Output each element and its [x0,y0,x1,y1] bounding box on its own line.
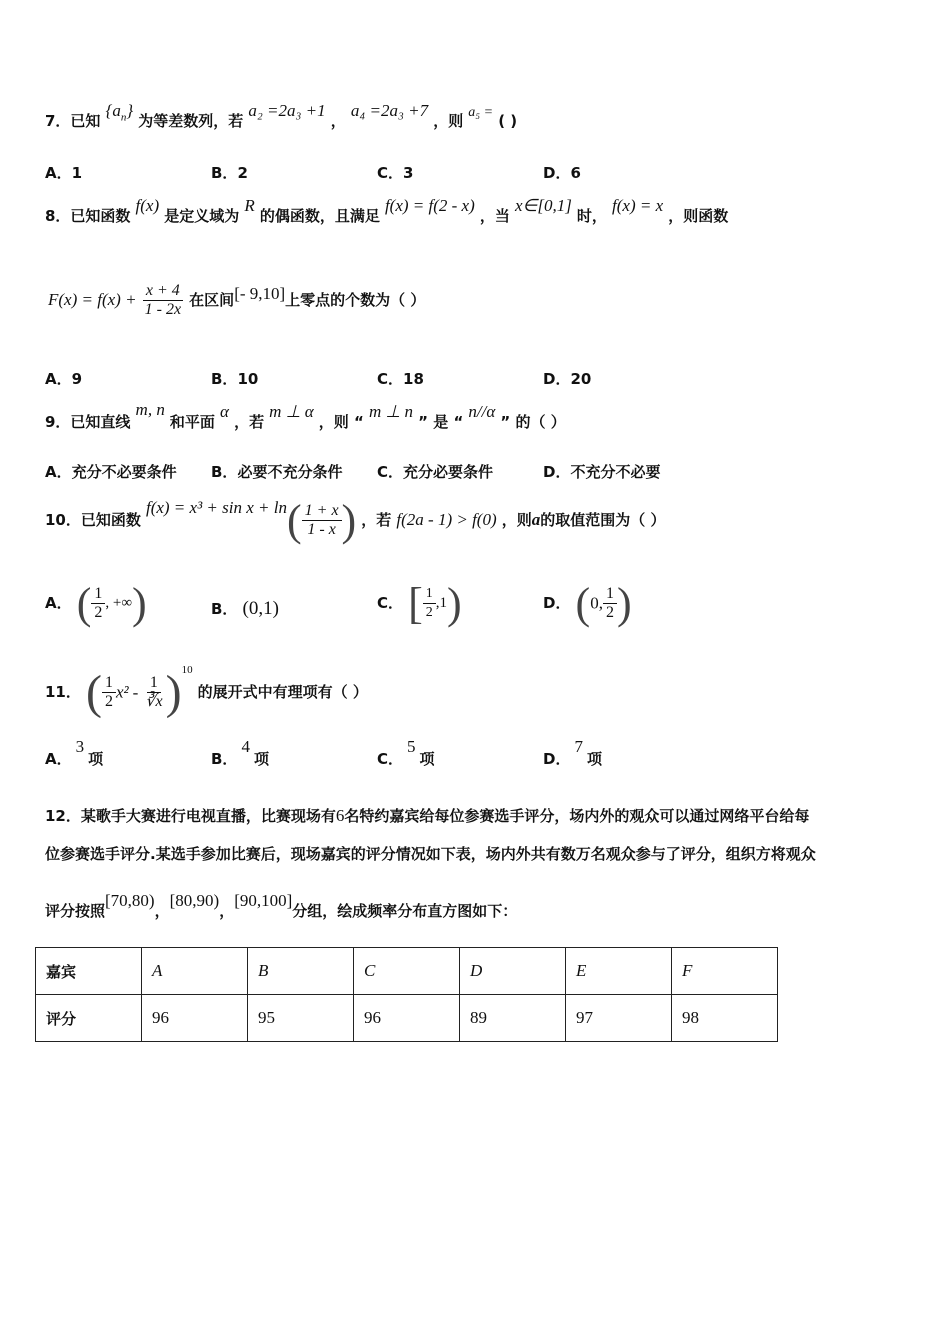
q7-sequence: $\{a_n\}$ [105,101,134,124]
table-cell: 89 [460,995,566,1042]
q7-equation-3: a₅ = [468,105,494,120]
q11-inverse-cuberoot: $\frac{1}{∛x}$ [145,674,163,710]
q7-option-b[interactable]: B．2 [211,164,248,182]
q9-number: 9．已知直线 [45,413,131,431]
q9-option-c[interactable]: C．充分必要条件 [377,463,494,481]
q8-stem: 8．已知函数 f(x) 是定义域为 R 的偶函数，且满足 f(x) = f(2 - x) ，当 x∈[0,1] 时， f(x) = x ，则函数 [45,196,729,225]
q8-equation-1: f(x) = f(2 - x) [384,196,475,215]
q9-option-d[interactable]: D．不充分不必要 [543,463,661,481]
score-table [35,947,778,1042]
q12-line-2: 位参赛选手评分.某选手参加比赛后，现场嘉宾的评分情况如下表，场内外共有数万名观众参与了评分，组织方将观众 [45,845,816,863]
q7-option-d[interactable]: D．6 [543,164,581,182]
q7-equation-1: a₂ =2a₃ +1 [248,101,326,120]
q11-option-d[interactable]: D．7项 [543,737,602,768]
table-cell: E [566,948,672,995]
q10-option-c[interactable]: C． [ $\frac{1}{2}$ ,1) [377,579,462,628]
table-cell: A [142,948,248,995]
table-cell: 96 [142,995,248,1042]
q8-option-c[interactable]: C．18 [377,370,424,388]
row-label-score: 评分 [36,995,142,1042]
q12-group-1: [70,80) [105,891,155,910]
table-cell: 95 [248,995,354,1042]
table-cell: B [248,948,354,995]
table-row [36,948,778,995]
q9-option-b[interactable]: B．必要不充分条件 [211,463,343,481]
table-row [36,995,778,1042]
q11-option-c[interactable]: C．5项 [377,737,435,768]
q9-option-a[interactable]: A．充分不必要条件 [45,463,177,481]
q8-option-b[interactable]: B．10 [211,370,259,388]
q10-stem: 10．已知函数 f(x) = x³ + sin x + ln( $\frac{1 + x}{1 - x}$ ) ，若 f(2a - 1) > f(0) ，则a的取值范围为（ ） [45,496,666,545]
q8-option-a[interactable]: A．9 [45,370,83,388]
q11-number: 11． [45,683,81,701]
table-cell: F [672,948,778,995]
q12-group-2: [80,90) [169,891,220,910]
q9-stem: 9．已知直线 m, n 和平面 α ，若 m ⊥ α ，则 “ m ⊥ n ” 是 “ n//α ” 的（ ） [45,400,566,431]
q8-option-d[interactable]: D．20 [543,370,592,388]
q11-stem: 11． ( $\frac{1}{2}$ x² - $\frac{1}{∛x}$ )$^{10}$ 的展开式中有理项有（ ） [45,663,368,719]
table-cell: 96 [354,995,460,1042]
q8-condition: x∈[0,1] [514,196,572,215]
q8-equation-2: f(x) = x [612,196,664,215]
q10-ln-fraction: $\frac{1 + x}{1 - x}$ [302,502,342,539]
table-cell: D [460,948,566,995]
q7-number: 7．已知 [45,112,101,130]
q8-function: F(x) = f(x) + $\frac{x + 4}{1 - 2x}$ 在区间[- 9,10]上零点的个数为（ ） [48,282,426,318]
q7-equation-2: a₄ =2a₃ +7 [350,101,429,120]
q11-option-b[interactable]: B．4项 [211,737,269,768]
table-cell: 97 [566,995,672,1042]
q10-option-a[interactable]: A． ( $\frac{1}{2}$ , +∞) [45,579,147,628]
row-label-guest: 嘉宾 [36,948,142,995]
table-cell: 98 [672,995,778,1042]
q11-power: 10 [181,663,193,676]
q8-number: 8．已知函数 [45,207,131,225]
q7-stem: 7．已知 $\{a_n\}$ 为等差数列，若 a₂ =2a₃ +1 ， a₄ =2a₃ +7 ，则 a₅ = ( ) [45,101,518,130]
q11-half: $\frac{1}{2}$ [102,674,116,711]
q8-fraction: $\frac{x + 4}{1 - 2x}$ [144,282,182,318]
q12-group-3: [90,100] [234,891,293,910]
q11-option-a[interactable]: A．3项 [45,737,104,768]
q12-line-3: 评分按照[70,80)，[80,90)，[90,100]分组，绘成频率分布直方图如下： [45,891,518,920]
table-cell: C [354,948,460,995]
q10-condition: f(2a - 1) > f(0) [396,510,497,529]
q12-line-1: 12．某歌手大赛进行电视直播，比赛现场有6名特约嘉宾给每位参赛选手评分，场内外的观众可以通过网络平台给每 [45,806,810,825]
q10-option-b[interactable]: B． (0,1) [211,598,279,619]
q7-option-c[interactable]: C．3 [377,164,414,182]
q8-interval: [- 9,10] [234,284,286,303]
q7-option-a[interactable]: A．1 [45,164,83,182]
q10-number: 10．已知函数 [45,511,141,529]
q10-option-d[interactable]: D． (0, $\frac{1}{2}$ ) [543,579,632,628]
